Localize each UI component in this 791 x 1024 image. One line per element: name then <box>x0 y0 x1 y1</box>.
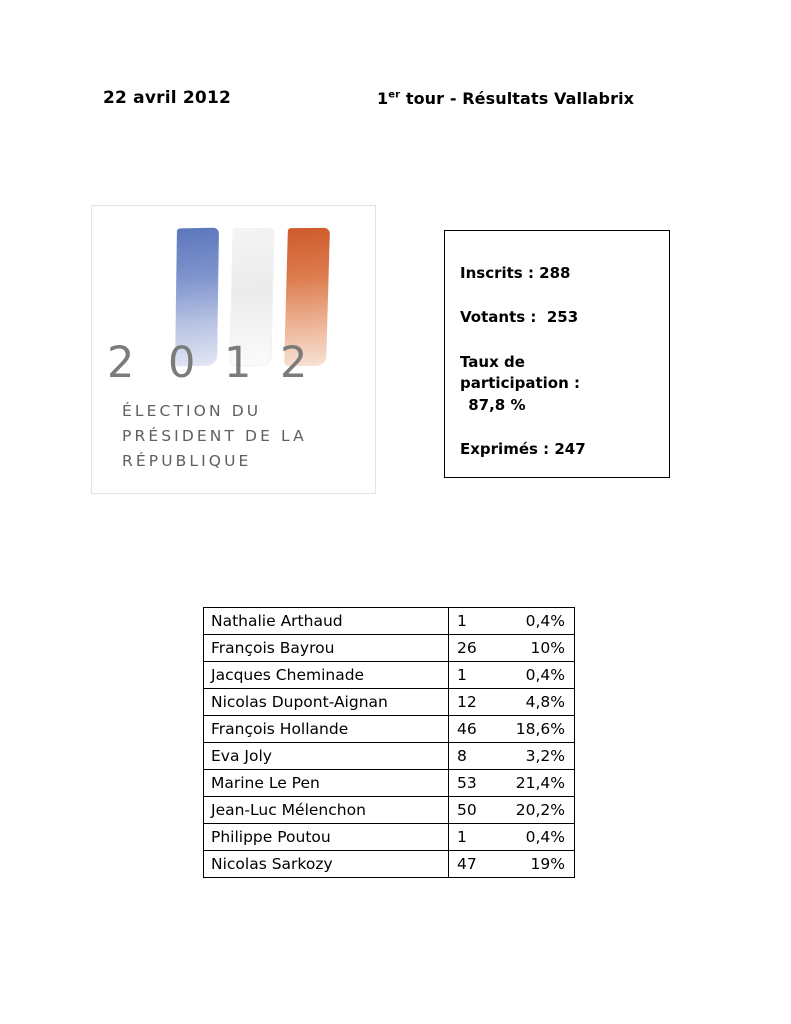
candidate-percent: 4,8% <box>495 689 575 716</box>
document-date: 22 avril 2012 <box>103 88 231 108</box>
candidate-name: Jean-Luc Mélenchon <box>204 797 449 824</box>
candidate-percent: 18,6% <box>495 716 575 743</box>
stat-turnout-label-line2: participation : <box>460 374 580 392</box>
logo-digit-4: 2 <box>280 338 308 388</box>
logo-digit-1: 2 <box>107 338 135 388</box>
table-row <box>204 743 575 770</box>
candidate-votes: 50 <box>449 797 496 824</box>
table-row <box>204 824 575 851</box>
stat-valid-votes: Exprimés : 247 <box>460 440 586 458</box>
candidate-percent: 0,4% <box>495 662 575 689</box>
candidate-votes: 1 <box>449 662 496 689</box>
page-title-rest: tour - Résultats Vallabrix <box>400 89 635 108</box>
candidate-name: Nicolas Dupont-Aignan <box>204 689 449 716</box>
stat-registered: Inscrits : 288 <box>460 264 571 282</box>
candidate-percent: 20,2% <box>495 797 575 824</box>
results-table <box>203 607 575 878</box>
candidate-percent: 3,2% <box>495 743 575 770</box>
stat-voters: Votants : 253 <box>460 308 579 326</box>
candidate-votes: 26 <box>449 635 496 662</box>
candidate-name: Eva Joly <box>204 743 449 770</box>
page-title-round: 1 <box>377 89 389 108</box>
table-row <box>204 851 575 878</box>
results-table-body <box>204 608 575 878</box>
candidate-percent: 10% <box>495 635 575 662</box>
table-row <box>204 797 575 824</box>
candidate-votes: 8 <box>449 743 496 770</box>
candidate-votes: 1 <box>449 824 496 851</box>
candidate-name: Jacques Cheminade <box>204 662 449 689</box>
turnout-stats-box <box>444 230 670 478</box>
table-row <box>204 689 575 716</box>
logo-digit-3: 1 <box>224 338 252 388</box>
page-title <box>377 89 634 108</box>
table-row <box>204 608 575 635</box>
candidate-name: Philippe Poutou <box>204 824 449 851</box>
candidate-percent: 0,4% <box>495 824 575 851</box>
logo-digit-2: 0 <box>168 338 196 388</box>
page-title-ordinal-suffix: er <box>388 89 401 101</box>
candidate-percent: 0,4% <box>495 608 575 635</box>
candidate-name: Marine Le Pen <box>204 770 449 797</box>
candidate-percent: 21,4% <box>495 770 575 797</box>
stat-turnout-label-line1: Taux de <box>460 353 525 371</box>
candidate-votes: 1 <box>449 608 496 635</box>
candidate-percent: 19% <box>495 851 575 878</box>
candidate-name: François Bayrou <box>204 635 449 662</box>
table-row <box>204 770 575 797</box>
logo-caption: ÉLECTION DU PRÉSIDENT DE LA RÉPUBLIQUE <box>122 402 307 470</box>
table-row <box>204 716 575 743</box>
table-row <box>204 662 575 689</box>
candidate-name: Nicolas Sarkozy <box>204 851 449 878</box>
candidate-votes: 12 <box>449 689 496 716</box>
stat-turnout-value: 87,8 % <box>463 396 526 414</box>
candidate-votes: 47 <box>449 851 496 878</box>
candidate-name: Nathalie Arthaud <box>204 608 449 635</box>
candidate-name: François Hollande <box>204 716 449 743</box>
election-logo <box>91 205 376 494</box>
candidate-votes: 46 <box>449 716 496 743</box>
candidate-votes: 53 <box>449 770 496 797</box>
table-row <box>204 635 575 662</box>
